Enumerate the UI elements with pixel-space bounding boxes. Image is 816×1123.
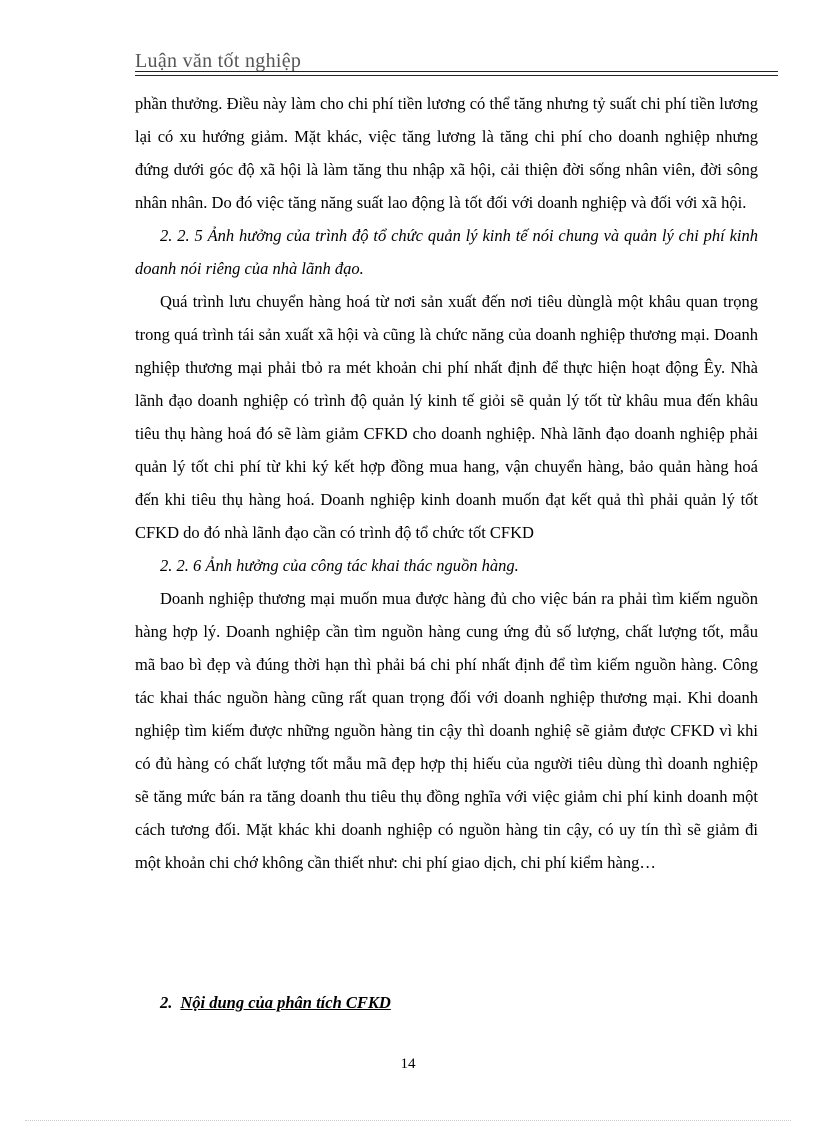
section-heading-title: Nội dung của phân tích CFKD <box>180 993 391 1012</box>
header-rule-bottom <box>135 75 778 76</box>
subsection-heading-2-2-6: 2. 2. 6 Ảnh hưởng của công tác khai thác nguồn hàng. <box>160 556 519 575</box>
paragraph-sourcing: Doanh nghiệp thương mại muốn mua được hàng đủ cho việc bán ra phải tìm kiếm nguồn hàng hợp lý. Doanh nghiệp cần tìm nguồn hàng cung ứng đủ số lượng, chất lượng tốt, mẫu mã bao bì đẹp và đúng thời hạn thì phải bá chi phí nhất định để tìm kiếm nguồn hàng. Công tác khai thác nguồn hàng cũng rất quan trọng đối với doanh nghiệp thương mại. Khi doanh nghiệp tìm kiếm được những nguồn hàng tin cậy thì doanh nghiệ sẽ giảm được CFKD vì khi có đủ hàng có chất lượng tốt mẫu mã đẹp hợp thị hiếu của người tiêu dùng thì doanh nghiệp sẽ tăng mức bán ra tăng doanh thu tiêu thụ đồng nghĩa với việc giảm chi phí kinh doanh một cách tương đối. Mặt khác khi doanh nghiệp có nguồn hàng tin cậy, có uy tín thì sẽ giảm đi một khoản chi chớ không cần thiết như: chi phí giao dịch, chi phí kiểm hàng… <box>135 589 758 872</box>
subsection-heading-2-2-5: 2. 2. 5 Ảnh hưởng của trình độ tổ chức quản lý kinh tế nói chung và quản lý chi phí kinh doanh nói riêng của nhà lãnh đạo. <box>135 226 758 278</box>
paragraph-management-level: Quá trình lưu chuyển hàng hoá từ nơi sản xuất đến nơi tiêu dùnglà một khâu quan trọng trong quá trình tái sản xuất xã hội và cũng là chức năng của doanh nghiệp thương mại. Doanh nghiệp thương mại phải tbỏ ra mét khoản chi phí nhất định để thực hiện hoạt động Êy. Nhà lãnh đạo doanh nghiệp có trình độ quản lý kinh tế giỏi sẽ quản lý tốt từ khâu mua đến khâu tiêu thụ hàng hoá đó sẽ làm giảm CFKD cho doanh nghiệp. Nhà lãnh đạo doanh nghiệp phải quản lý tốt chi phí từ khi ký kết hợp đồng mua hang, vận chuyển hàng, bảo quản hàng hoá đến khi tiêu thụ hàng hoá. Doanh nghiệp kinh doanh muốn đạt kết quả thì phải quản lý tốt CFKD do đó nhà lãnh đạo cần có trình độ tổ chức tốt CFKD <box>135 292 758 542</box>
document-header-title: Luận văn tốt nghiệp <box>135 50 302 72</box>
section-heading-number: 2. <box>160 993 173 1012</box>
page-number: 14 <box>400 1056 416 1072</box>
document-body <box>135 87 758 879</box>
header-rule-top <box>135 71 778 72</box>
page-bottom-rule <box>25 1120 791 1121</box>
paragraph-salary-continuation: phần thưởng. Điều này làm cho chi phí tiền lương có thể tăng nhưng tỷ suất chi phí tiền lương lại có xu hướng giảm. Mặt khác, việc tăng lương là tăng chi phí cho doanh nghiệp nhưng đứng dưới góc độ xã hội là làm tăng thu nhập xã hội, cải thiện đời sống nhân viên, đời sông nhân nhân. Do đó việc tăng năng suất lao động là tốt đối với doanh nghiệp và đối với xã hội. <box>135 94 758 212</box>
section-heading <box>160 993 391 1013</box>
